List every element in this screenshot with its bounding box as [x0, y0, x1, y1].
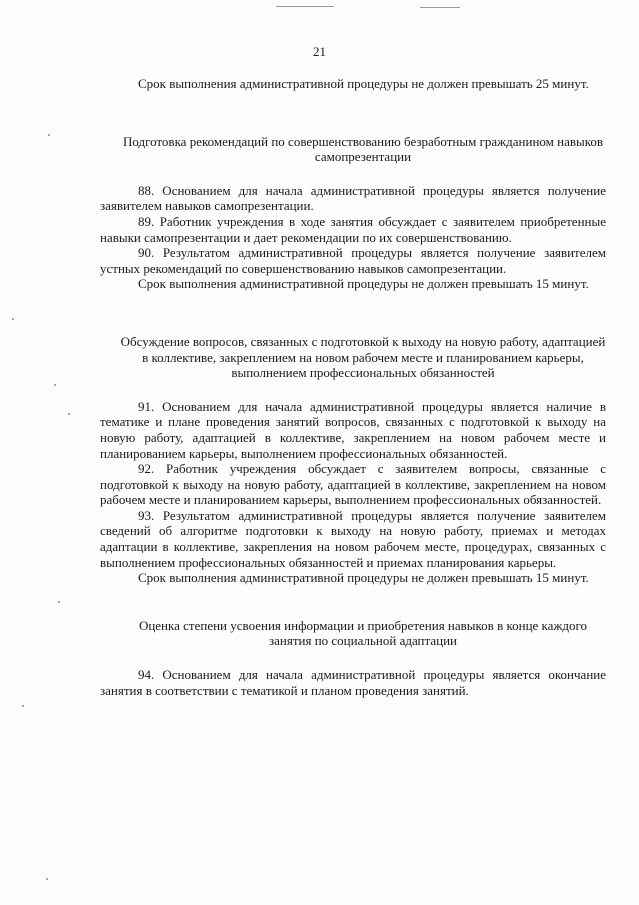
scan-speck	[58, 601, 60, 603]
paragraph-term-25-min: Срок выполнения административной процедуры не должен превышать 25 минут.	[138, 76, 589, 91]
scan-speck	[22, 705, 24, 707]
paragraph-94: 94. Основанием для начала административной процедуры является окончание занятия в соответствии с тематикой и планом проведения занятий.	[100, 667, 606, 698]
section-heading-assessment: Оценка степени усвоения информации и приобретения навыков в конце каждого занятия по социальной адаптации	[138, 617, 588, 649]
paragraph-93: 93. Результатом административной процедуры является получение заявителем сведений об алгоритме подготовки к выходу на новую работу, приемах и методах адаптации в коллективе, закрепления на новом рабочем месте, процедурах, связанных с выполнением профессиональных обязанностей и приемах планирования карьеры.	[100, 507, 606, 570]
paragraph-88: 88. Основанием для начала административной процедуры является получение заявителем навыков самопрезентации.	[100, 182, 606, 214]
scan-artifact-line	[420, 7, 460, 8]
paragraph-89: 89. Работник учреждения в ходе занятия обсуждает с заявителем приобретенные навыки самопрезентации и дает рекомендации по их совершенствованию.	[100, 213, 606, 245]
page-number: 21	[313, 44, 326, 59]
scan-speck	[12, 318, 14, 320]
scan-speck	[48, 134, 50, 136]
paragraph-term-15-min-second: Срок выполнения административной процедуры не должен превышать 15 минут.	[138, 570, 589, 586]
paragraph-92: 92. Работник учреждения обсуждает с заявителем вопросы, связанные с подготовкой к выходу на новую работу, адаптацией в коллективе, закреплением на новом рабочем месте и планированием карьеры, выполнением профессиональных обязанностей.	[100, 461, 606, 508]
paragraph-90: 90. Результатом административной процедуры является получение заявителем устных рекомендаций по совершенствованию навыков самопрезентации.	[100, 245, 606, 276]
paragraph-term-15-min: Срок выполнения административной процедуры не должен превышать 15 минут.	[138, 276, 589, 292]
scan-speck	[68, 413, 70, 415]
scan-artifact-line	[276, 6, 334, 7]
document-body	[100, 76, 606, 698]
scan-speck	[46, 878, 48, 880]
paragraph-91: 91. Основанием для начала административной процедуры является наличие в тематике и плане проведения занятий вопросов, связанных с подготовкой к выходу на новую работу, адаптацией в коллективе, закреплением на новом рабочем месте и планированием карьеры, выполнением профессиональных обязанностей.	[100, 398, 606, 461]
section-heading-self-presentation: Подготовка рекомендаций по совершенствованию безработным гражданином навыков самопрезентации	[122, 133, 604, 165]
section-heading-new-job: Обсуждение вопросов, связанных с подготовкой к выходу на новую работу, адаптацией в коллективе, закреплением на новом рабочем месте и планированием карьеры, выполнением профессиональных обязанностей	[120, 333, 606, 381]
scan-speck	[54, 384, 56, 386]
